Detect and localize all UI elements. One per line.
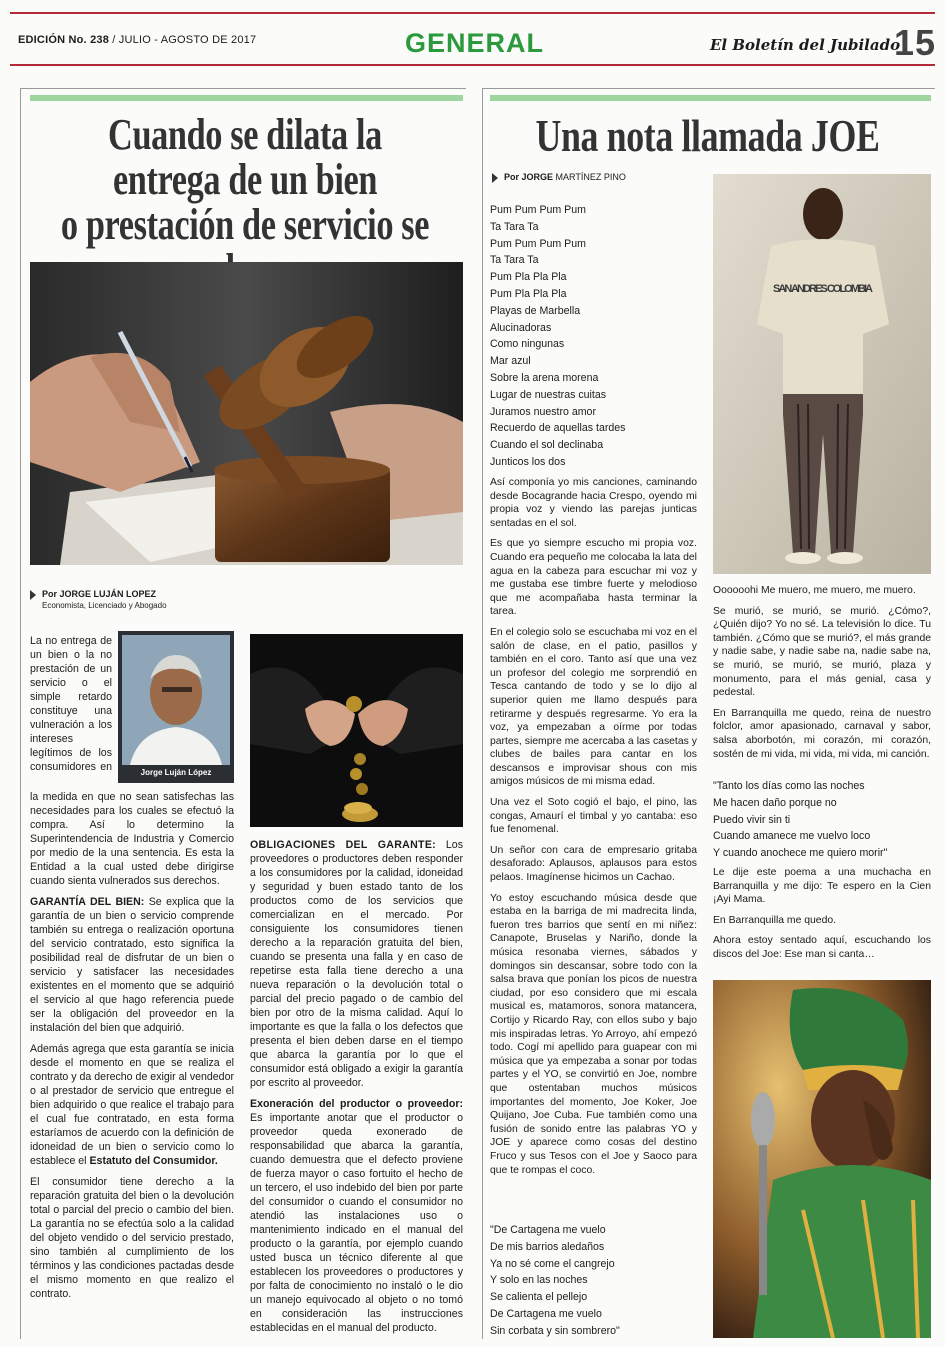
left-col1-body xyxy=(30,790,234,1308)
poem-line: Y solo en las noches xyxy=(490,1274,588,1287)
article-paragraph: Un señor con cara de empresario gritaba desaforado: Aplausos, aplausos para estos pelaos. Imagínense hicimos un Cachao. xyxy=(490,844,697,884)
article-paragraph: Es que yo siempre escucho mi propia voz. Cuando era pequeño me colocaba la lata del agua en la cabeza para escuchar mi voz y me gustaba ese timbre fuerte y melodioso que me acompañaba hasta terminar la tarea. xyxy=(490,538,697,618)
title-line-1: Cuando se dilata la entrega de un bien xyxy=(108,110,382,204)
poem-line: Como ningunas xyxy=(490,338,565,351)
obligaciones-paragraph xyxy=(250,838,463,1090)
garantia-paragraph xyxy=(30,895,234,1035)
intro-wrapped-text xyxy=(30,634,112,774)
poem-line: Pum Pum Pum Pum xyxy=(490,237,586,250)
left-byline xyxy=(30,589,167,610)
poem-line: Cuando el sol declinaba xyxy=(490,439,604,452)
intro-paragraph-rest: la medida en que no sean satisfechas las necesidades para los cuales se efectuó la compra. Así lo determino la Superintendencia de Industria y Comercio por medio de la una sentencia. Es esta la Entidad a la cual usted debe dirigirse cuando sienta vulnerados sus derechos. xyxy=(30,791,234,887)
joe-painting xyxy=(713,980,931,1338)
poem-line: Ta Tara Ta xyxy=(490,220,539,233)
publication-name: El Boletín del Jubilado xyxy=(710,36,901,54)
right-byline-surname: MARTÍNEZ PINO xyxy=(553,172,626,182)
poem-line: "De Cartagena me vuelo xyxy=(490,1224,606,1236)
poem-line: Cuando amanece me vuelvo loco xyxy=(713,830,871,843)
intro-line: un bien o la no xyxy=(30,649,112,661)
intro-line: constituye una xyxy=(30,705,112,717)
poem-line: Pum Pla Pla Pla xyxy=(490,287,567,300)
right-col2-body xyxy=(713,584,931,768)
obligaciones-lead: OBLIGACIONES DEL GARANTE: xyxy=(250,839,437,851)
shirt-lettering: SAN ANDRES COLOMBIA xyxy=(773,283,873,295)
article-paragraph: Le dije este poema a una muchacha en Barranquilla y me dijo: Te espero en la Cien ¡Ayi Mama. xyxy=(713,867,931,906)
hands-coins-photo xyxy=(250,634,463,827)
article-paragraph: Una vez el Soto cogió el bajo, el pino, las congas, Amaurí el timbal y yo cantaba: eso fue fenomenal. xyxy=(490,797,697,836)
obligaciones-text: Los proveedores o productores deben responder a los consumidores por la calidad, idoneidad y seguridad y buen estado tanto de los productos como de los servicios que comercializan en el mercado. Por consiguiente los consumidores tienen derecho a la reparación gratuita del bien, cuando se presenta una falla y en caso de repetirse esta falla tiene derecho a una nueva reparación o la devolución total o parcial del precio pagado o de cambio del bien por otro de la misma calidad. Aquí lo importante es que la falla o los defectos que presenta el bien deben darse en el tiempo que abarca la garantía por lo que el consumidor está obligado a exigir la garantía por escrito al proveedor. xyxy=(250,839,463,1089)
poem-cartagena xyxy=(490,1222,697,1340)
poem-line: Ya no sé come el cangrejo xyxy=(490,1257,615,1270)
intro-line: servicio o el xyxy=(30,677,112,689)
edition-info xyxy=(18,34,256,46)
consumidor-paragraph: El consumidor tiene derecho a la reparación gratuita del bien o la devolución total o parcial del precio o cambio del bien. La garantía no se efectúa solo a la calidad del objeto vendido o del servicio prestado, sino también al cumplimiento de los términos y las condiciones pactadas desde el mismo momento en que realizo el contrato. xyxy=(30,1176,234,1300)
poem-intro xyxy=(490,202,700,471)
poem-noches xyxy=(713,778,931,862)
right-col2-body-end xyxy=(713,866,931,969)
article-paragraph: Ahora estoy sentado aquí, escuchando los discos del Joe: Ese man si canta… xyxy=(713,935,931,960)
intro-line: La no entrega de xyxy=(30,635,112,647)
estatuto-bold: Estatuto del Consumidor. xyxy=(89,1155,218,1167)
poem-line: Ta Tara Ta xyxy=(490,254,539,267)
intro-line: vulneración a los xyxy=(30,719,112,731)
byline-marker-icon xyxy=(492,173,498,183)
article-paragraph: En el colegio solo se escuchaba mi voz en el salón de clase, en el patio, pasillos y también en el coro. Tanto así que una vez un profesor del colegio me sorprendió en Tesca cantando de todo y se lo dijo al superior quien me llamo después para retirarme y después regresarme. Yo era la voz, ya empezaban a oírme por todas partes, siempre me acercaba a las casetas y clubes de bailes para cantar en los descansos e improvisar shous con mis amigos músicos de mi misma edad. xyxy=(490,626,697,788)
right-byline xyxy=(492,172,626,183)
left-byline-name: Por JORGE LUJÁN LOPEZ xyxy=(42,589,157,599)
poem-line: Me hacen daño porque no xyxy=(713,796,837,809)
poem-line: Mar azul xyxy=(490,355,531,368)
author-caption: Jorge Luján López xyxy=(140,768,212,777)
exoneracion-text: Es importante anotar que el productor o proveedor queda exonerado de responsabilidad que abarca la garantía, cuando demuestra que el defecto proviene de fuerza mayor o caso fortuito el hecho de un tercero, el uso indebido del bien por parte del consumidor o cuando el consumidor no atendió las instalaciones uso o mantenimiento indicado en el manual del producto o la garantía, por ejemplo cuando usted busca un técnico diferente al que establecen los proveedores o productores y por falta de conocimiento no instaló o le dio un manejo equivocado al objeto o no tomó en consideración las instrucciones establecidas en el manual del producto. xyxy=(250,1112,463,1334)
intro-line: consumidores en xyxy=(30,761,112,773)
right-article-title: Una nota llamada JOE xyxy=(535,110,880,161)
ademas-paragraph xyxy=(30,1042,234,1168)
poem-line: "Tanto los días como las noches xyxy=(713,780,865,792)
exoneracion-lead: Exoneración del productor o proveedor: xyxy=(250,1098,463,1110)
right-byline-name: Por JORGE xyxy=(504,172,554,182)
byline-marker-icon xyxy=(30,590,36,600)
garantia-text: Se explica que la garantía de un bien o servicio comprende también su entrega o realización oportuna del servicio contratado, esto significa la posibilidad real de disfrutar de un bien o servicio y satisfacer las necesidades existentes en el momento que se adquirió el servicio al que hago referencia puede ser la obligación del proveedor en la instalación del bien que adquirió. xyxy=(30,896,234,1034)
left-col2-body xyxy=(250,838,463,1342)
poem-line: Playas de Marbella xyxy=(490,304,581,317)
right-col1-body xyxy=(490,476,697,1184)
page-number: 15 xyxy=(894,22,937,63)
intro-line: intereses xyxy=(30,733,73,745)
left-green-bar xyxy=(30,95,463,101)
poem-line: Sobre la arena morena xyxy=(490,371,599,384)
article-paragraph: Se murió, se murió, se murió. ¿Cómo?, ¿Quién dijo? Yo no sé. La televisión lo dice. Tu también. ¿Cómo que se murió?, el más grande y nadie sabe, y nadie sabe na, nadie sabe na, se murió, se murió, se murió, plaza y monumento, para el más genial, casa y pedestal. xyxy=(713,605,931,699)
right-green-bar xyxy=(490,95,931,101)
garantia-lead: GARANTÍA DEL BIEN: xyxy=(30,896,145,908)
poem-line: Junticos los dos xyxy=(490,455,566,468)
article-paragraph: Yo estoy escuchando música desde que estaba en la barriga de mi madrecita linda, fueron tres barrios que sentí en mi niñez: Canapote, Bruselas y Nariño, donde la música resonaba viernes, sábados y domingos sin descansar, sobre todo con la salsa brava que ponían los picos de nuestra ciudad, por eso considero que mi escala musical es, matamoros, sonora matancera, Cortijo y Ricardo Ray, con ellos subo y bajo mis inspiradas letras. Yo Arroyo, ahí empezó todo. Cogí mi apellido para guapear con mi música que ya empezaba a sonar por todas partes y el YO, se convirtió en Joe, nombre que ostentaban muchos músicos importantes del momento, Joe Koker, Joe Quijano, Joe Cuba. Fue también como una fusión de sonido entre las palabras YO y JOE y aparece como cosas del destino Fruco y sus Tesos con el Joe y Saoco para que te rompas el coco. xyxy=(490,892,697,1176)
poem-line: Se calienta el pellejo xyxy=(490,1291,588,1304)
section-title: GENERAL xyxy=(405,28,545,58)
exoneracion-paragraph xyxy=(250,1097,463,1335)
left-byline-role: Economista, Licenciado y Abogado xyxy=(42,600,167,610)
article-paragraph: En Barranquilla me quedo, reina de nuestro folclor, amor apasionado, carnaval y sabor, salsa aborbotón, mi corazón, mi corazón, sostén de mi vida, mi vida, mi vida, mi canción. xyxy=(713,707,931,760)
title-line-2: o prestación de servicio se xyxy=(60,200,430,249)
gavel-photo xyxy=(30,262,463,565)
header-bottom-rule xyxy=(10,64,935,66)
poem-line: Y cuando anochece me quiero morir" xyxy=(713,847,888,860)
intro-line: legítimos de los xyxy=(30,747,112,759)
poem-line: Pum Pum Pum Pum xyxy=(490,204,586,216)
article-paragraph: En Barranquilla me quedo. xyxy=(713,914,837,926)
joe-young-photo xyxy=(713,174,931,574)
edition-number: EDICIÓN No. 238 xyxy=(18,34,110,46)
poem-line: Lugar de nuestras cuitas xyxy=(490,388,607,401)
author-photo xyxy=(118,631,234,783)
article-paragraph: Oooooohi Me muero, me muero, me muero. xyxy=(713,585,916,596)
poem-line: Sin corbata y sin sombrero" xyxy=(490,1324,620,1337)
intro-line: prestación de un xyxy=(30,663,112,675)
poem-line: Pum Pla Pla Pla xyxy=(490,271,567,284)
poem-line: De mis barrios aledaños xyxy=(490,1240,605,1253)
poem-line: De Cartagena me vuelo xyxy=(490,1307,602,1320)
ademas-text: Además agrega que esta garantía se inicia desde el momento en que se realiza el contrato y da derecho de exigir al vendedor o al prestador de servicio que entregue el bien adquirido o que realice el trabajo para el cual fue contratado, en esta forma estaríamos de acuerdo con la definición de idoneidad de un bien o servicio como lo establece el xyxy=(30,1043,234,1167)
poem-line: Juramos nuestro amor xyxy=(490,405,596,418)
header-top-rule xyxy=(10,12,935,14)
intro-line: simple retardo xyxy=(30,691,112,703)
poem-line: Alucinadoras xyxy=(490,321,552,334)
poem-line: Recuerdo de aquellas tardes xyxy=(490,422,626,435)
poem-line: Puedo vivir sin ti xyxy=(713,813,791,826)
edition-date: / JULIO - AGOSTO DE 2017 xyxy=(112,34,257,46)
article-paragraph: Así componía yo mis canciones, caminando desde Bocagrande hacia Crespo, oyendo mi propia voz y viendo las parejas junticas sentadas en el sol. xyxy=(490,477,697,529)
